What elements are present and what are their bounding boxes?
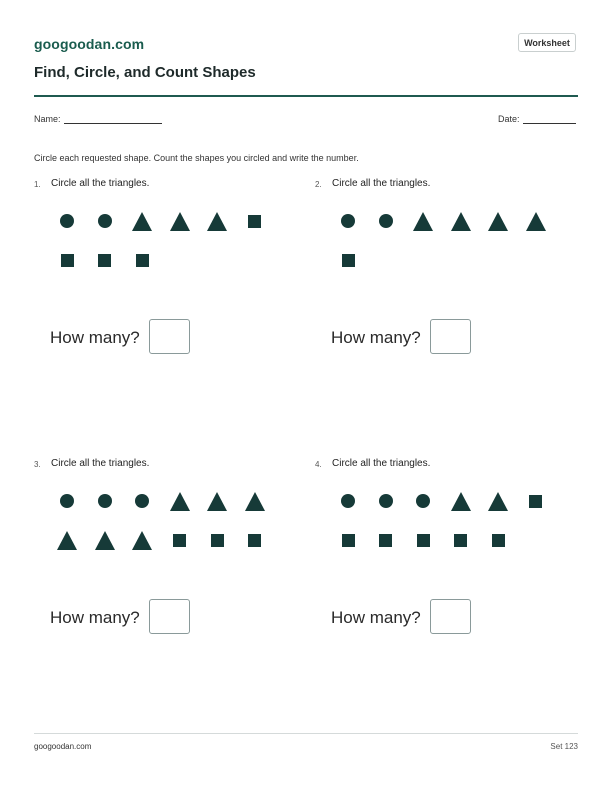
name-field[interactable] [34, 114, 162, 124]
problem-number: 4. [315, 460, 322, 469]
triangle-shape[interactable] [95, 531, 115, 550]
answer-box[interactable] [430, 599, 471, 634]
how-many-label: How many? [50, 608, 140, 627]
name-label: Name: [34, 114, 61, 124]
date-field[interactable] [498, 114, 576, 124]
problem-4 [315, 458, 575, 708]
name-line[interactable] [64, 123, 162, 124]
square-shape[interactable] [342, 254, 355, 267]
square-shape[interactable] [379, 534, 392, 547]
how-many-label: How many? [331, 328, 421, 347]
problem-prompt: Circle all the triangles. [332, 178, 431, 189]
page-title: Find, Circle, and Count Shapes [34, 64, 256, 81]
circle-shape[interactable] [135, 494, 149, 508]
square-shape[interactable] [248, 534, 261, 547]
square-shape[interactable] [454, 534, 467, 547]
instructions-text: Circle each requested shape. Count the shapes you circled and write the number. [34, 153, 359, 163]
problem-prompt: Circle all the triangles. [332, 458, 431, 469]
header-divider [34, 95, 578, 97]
triangle-shape[interactable] [451, 492, 471, 511]
circle-shape[interactable] [341, 494, 355, 508]
square-shape[interactable] [248, 215, 261, 228]
triangle-shape[interactable] [170, 212, 190, 231]
problem-number: 1. [34, 180, 41, 189]
triangle-shape[interactable] [132, 531, 152, 550]
how-many-label: How many? [331, 608, 421, 627]
worksheet-badge: Worksheet [518, 33, 576, 52]
square-shape[interactable] [417, 534, 430, 547]
square-shape[interactable] [61, 254, 74, 267]
footer-set-label: Set 123 [550, 742, 578, 751]
problem-3 [34, 458, 294, 708]
problem-2 [315, 178, 575, 428]
problem-number: 2. [315, 180, 322, 189]
square-shape[interactable] [98, 254, 111, 267]
problem-1 [34, 178, 294, 428]
date-label: Date: [498, 114, 520, 124]
square-shape[interactable] [136, 254, 149, 267]
circle-shape[interactable] [60, 494, 74, 508]
triangle-shape[interactable] [57, 531, 77, 550]
answer-box[interactable] [149, 599, 190, 634]
triangle-shape[interactable] [245, 492, 265, 511]
triangle-shape[interactable] [488, 492, 508, 511]
how-many-label: How many? [50, 328, 140, 347]
triangle-shape[interactable] [451, 212, 471, 231]
square-shape[interactable] [342, 534, 355, 547]
brand-logo-text: googoodan.com [34, 36, 145, 52]
square-shape[interactable] [173, 534, 186, 547]
answer-box[interactable] [430, 319, 471, 354]
circle-shape[interactable] [379, 494, 393, 508]
circle-shape[interactable] [416, 494, 430, 508]
answer-box[interactable] [149, 319, 190, 354]
footer-site: googoodan.com [34, 742, 92, 751]
circle-shape[interactable] [379, 214, 393, 228]
problem-prompt: Circle all the triangles. [51, 178, 150, 189]
square-shape[interactable] [492, 534, 505, 547]
circle-shape[interactable] [98, 494, 112, 508]
triangle-shape[interactable] [207, 492, 227, 511]
square-shape[interactable] [529, 495, 542, 508]
circle-shape[interactable] [98, 214, 112, 228]
footer-divider [34, 733, 578, 734]
triangle-shape[interactable] [207, 212, 227, 231]
triangle-shape[interactable] [488, 212, 508, 231]
triangle-shape[interactable] [413, 212, 433, 231]
circle-shape[interactable] [60, 214, 74, 228]
circle-shape[interactable] [341, 214, 355, 228]
triangle-shape[interactable] [170, 492, 190, 511]
square-shape[interactable] [211, 534, 224, 547]
date-line[interactable] [523, 123, 576, 124]
problem-prompt: Circle all the triangles. [51, 458, 150, 469]
problem-number: 3. [34, 460, 41, 469]
triangle-shape[interactable] [526, 212, 546, 231]
triangle-shape[interactable] [132, 212, 152, 231]
